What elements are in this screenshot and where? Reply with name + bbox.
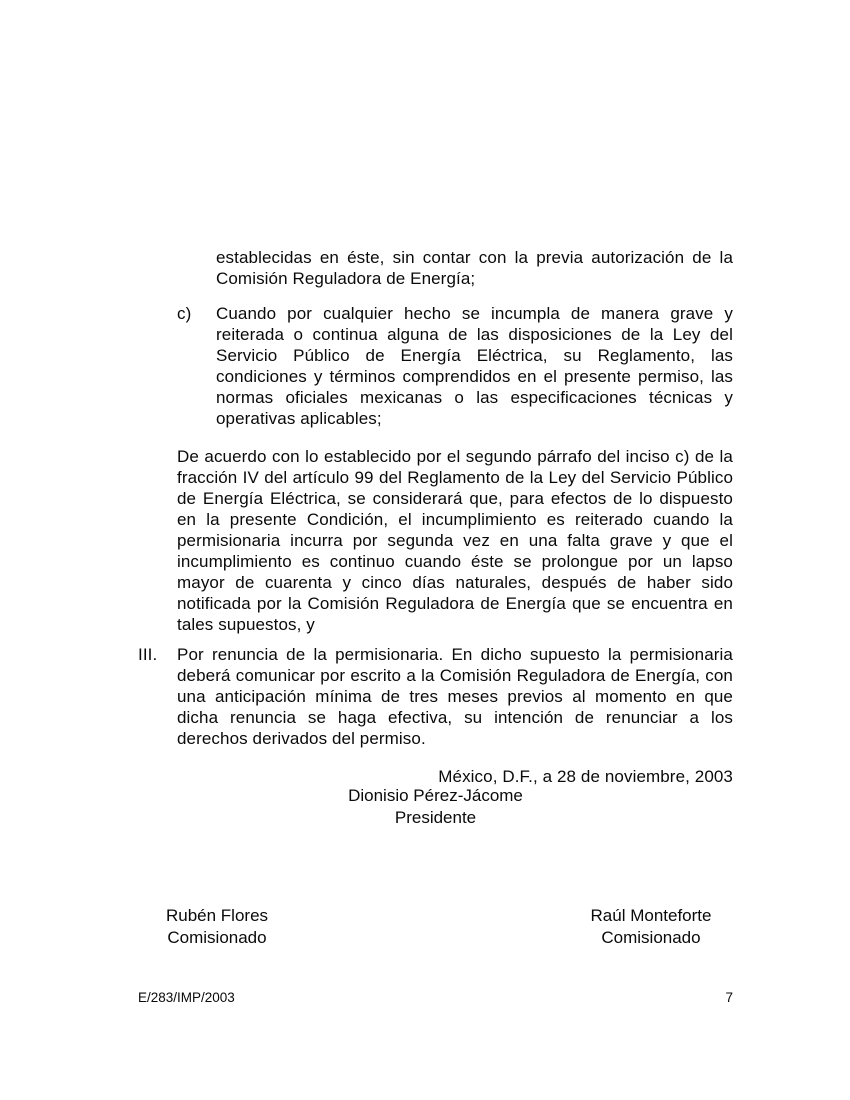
list-marker-iii: III. (138, 645, 158, 664)
commissioner-title: Comisionado (167, 928, 267, 947)
page-number: 7 (725, 990, 733, 1005)
dateline: México, D.F., a 28 de noviembre, 2003 (438, 767, 733, 786)
president-title: Presidente (394, 808, 477, 827)
page-footer (138, 990, 733, 1006)
commissioner-name: Raúl Monteforte (590, 906, 712, 925)
president-name: Dionisio Pérez-Jácome (348, 786, 523, 805)
document-text-block (138, 230, 733, 804)
document-reference: E/283/IMP/2003 (138, 990, 235, 1005)
paragraph-de-acuerdo: De acuerdo con lo establecido por el segundo párrafo del inciso c) de la fracción IV del artículo 99 del Reglamento de la Ley del Servicio Público de Energía Eléctrica, se considerará que, para efectos de lo dispuesto en la presente Condición, el incumplimiento es reiterado cuando la permisionaria incurra por segunda vez en una falta grave y que el incumplimiento es continuo cuando éste se prolongue por un lapso mayor de cuarenta y cinco días naturales, después de haber sido notificada por la Comisión Reguladora de Energía que se encuentra en tales supuestos, y (177, 447, 733, 634)
commissioner-name: Rubén Flores (165, 906, 269, 925)
continuation-paragraph: establecidas en éste, sin contar con la previa autorización de la Comisión Reguladora de Energía; (216, 248, 733, 288)
signature-block-left (127, 905, 307, 949)
list-item-c-text: Cuando por cualquier hecho se incumpla de manera grave y reiterada o continua alguna de las disposiciones de la Ley del Servicio Público de Energía Eléctrica, su Reglamento, las condiciones y términos comprendidos en el presente permiso, las normas oficiales mexicanas o las especificaciones técnicas y operativas aplicables; (216, 304, 733, 428)
commissioner-title: Comisionado (601, 928, 701, 947)
list-item-iii (138, 644, 733, 749)
signature-block-president (138, 785, 733, 829)
list-marker-c: c) (177, 304, 192, 323)
list-item-iii-text: Por renuncia de la permisionaria. En dicho supuesto la permisionaria deberá comunicar por escrito a la Comisión Reguladora de Energía, con una anticipación mínima de tres meses previos al momento en que dicha renuncia se haga efectiva, su intención de renunciar a los derechos derivados del permiso. (177, 645, 733, 748)
signature-block-right (561, 905, 741, 949)
list-item-c (138, 303, 733, 429)
